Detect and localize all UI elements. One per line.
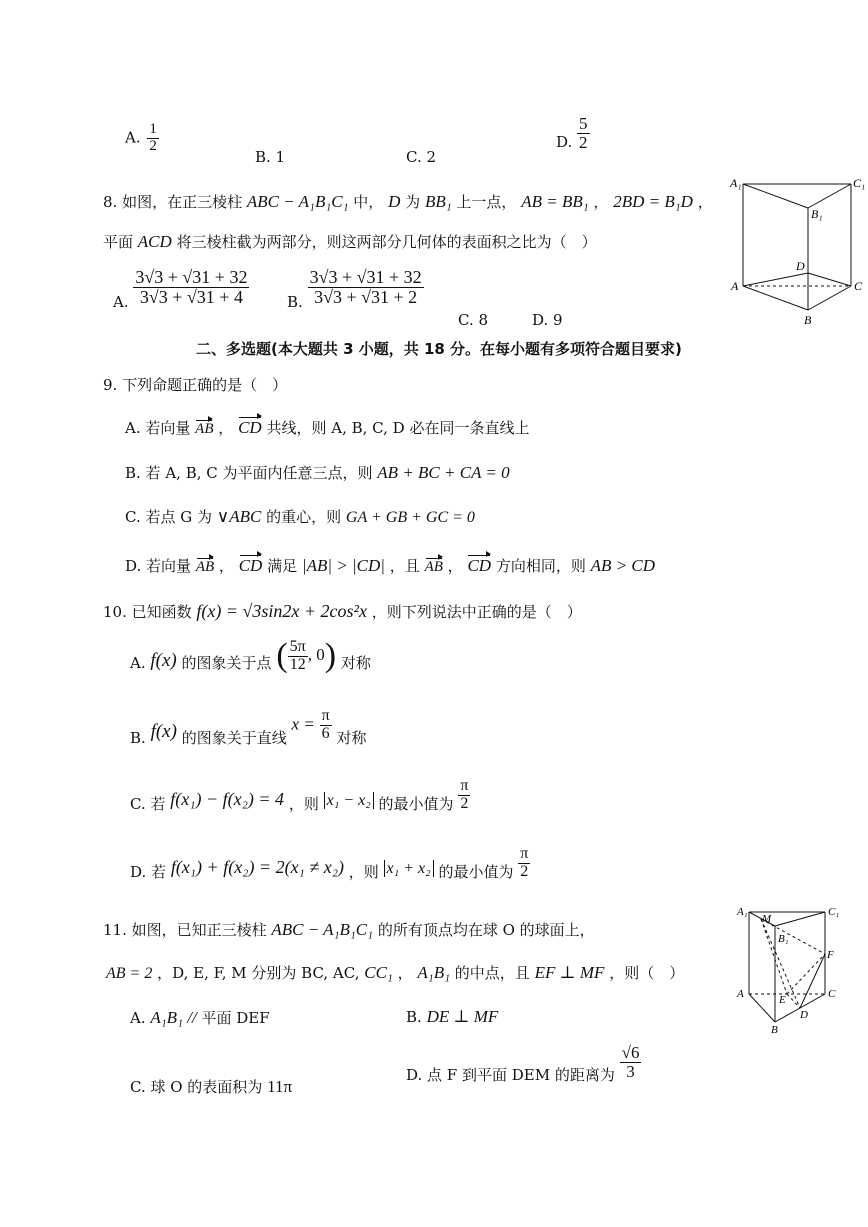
label-A: A (737, 988, 744, 1000)
q8-option-c: C. 8 (458, 311, 489, 329)
text: 平面 (103, 233, 134, 251)
denominator: 2 (460, 794, 469, 812)
fraction (577, 115, 590, 152)
text: 的重心，则 (266, 508, 342, 526)
text: 的中点，且 (454, 964, 530, 982)
math-expr: AB + BC + CA = 0 (377, 463, 510, 482)
text: ， (447, 557, 463, 575)
q10-option-a (130, 637, 371, 675)
fraction (320, 708, 332, 743)
label-C1: C₁ (828, 906, 840, 918)
label-F: F (827, 949, 834, 961)
numerator: 3√3 + √31 + 32 (309, 267, 422, 287)
text: 中， (353, 193, 384, 211)
numerator: √6 (621, 1043, 640, 1062)
option-label: B. (287, 293, 303, 312)
q11-stem-line2 (106, 962, 684, 983)
option-label: D. 点 F 到平面 DEM 的距离为 (406, 1066, 615, 1085)
math-abs: x₁ + x₂ (384, 860, 434, 877)
text: 共线，则 A, B, C, D 必在同一条直线上 (266, 419, 530, 437)
paren-right: ) (324, 637, 337, 674)
q7-option-a (125, 122, 159, 155)
numerator: π (520, 845, 529, 862)
math-expr: A₁B₁ // (150, 1008, 197, 1027)
q8-stem-line2 (103, 231, 597, 252)
text: 10. 已知函数 (103, 603, 192, 621)
label-A1: A₁ (730, 176, 742, 190)
denominator: 3 (626, 1061, 635, 1081)
math-edge: BB₁ (424, 192, 452, 211)
q10-stem (103, 601, 582, 622)
q9-option-a (125, 417, 529, 438)
option-label: C. 球 O 的表面积为 (130, 1078, 263, 1096)
math-tail: , 0 (307, 645, 325, 664)
option-label: B. (406, 1008, 422, 1026)
numerator: 5π (289, 637, 306, 655)
math-plane: ACD (137, 232, 172, 251)
numerator: 5 (579, 114, 588, 133)
q7-option-b: B. 1 (255, 148, 286, 166)
paren-left: ( (276, 637, 288, 674)
math-triangle: ∨ABC (216, 507, 262, 526)
text: 的最小值为 (438, 863, 514, 882)
math-cond: AB = 2 (106, 965, 153, 982)
vector: AB (424, 559, 443, 575)
q10-option-b (130, 707, 367, 748)
q7-option-c: C. 2 (406, 148, 437, 166)
text: 方向相同，则 (495, 557, 586, 575)
q8-option-d: D. 9 (532, 311, 563, 329)
fraction (518, 846, 530, 881)
option-label: A. (130, 1009, 146, 1027)
q9-option-c (125, 506, 475, 527)
text: 的图象关于点 (181, 654, 272, 672)
label-D: D (800, 1009, 808, 1021)
fraction (308, 268, 424, 307)
vector: CD (238, 418, 262, 437)
text: ，且 (389, 557, 420, 575)
denominator: 3√3 + √31 + 4 (139, 286, 243, 307)
math-edge: A₁B₁ (417, 963, 451, 982)
q9-option-b (125, 462, 510, 483)
q9-stem: 9. 下列命题正确的是（ ） (103, 376, 288, 394)
text: 上一点， (456, 193, 517, 211)
math-cond: 2BD = B₁D (613, 192, 693, 211)
text: A. 若向量 (125, 419, 191, 437)
math-prism: ABC − A₁B₁C₁ (246, 192, 349, 211)
q10-option-c (130, 778, 470, 813)
q8-option-a (113, 267, 249, 312)
denominator: 2 (520, 862, 529, 880)
text: ， (218, 419, 234, 437)
label-D: D (796, 259, 805, 273)
vector: CD (238, 556, 263, 575)
vector: CD (467, 556, 492, 575)
option-label: D. 若 (130, 863, 167, 882)
label-E: E (779, 994, 786, 1006)
text: ，则 (348, 863, 379, 882)
text: ，则（ ） (609, 964, 685, 982)
math-function: f(x) = √3sin2x + 2cos²x (196, 601, 367, 621)
text: 的最小值为 (378, 795, 454, 814)
vector: AB (195, 421, 214, 437)
q9-option-d (125, 555, 655, 576)
q11-option-c (130, 1076, 292, 1097)
text: 满足 (267, 557, 298, 575)
fraction (147, 122, 159, 155)
math-fx: f(x) (150, 721, 177, 743)
fraction (458, 778, 470, 813)
text: ， (397, 964, 413, 982)
label-C1: C₁ (853, 176, 866, 190)
math-var: x = (291, 714, 315, 734)
numerator: 1 (149, 121, 157, 137)
text: ， (697, 193, 713, 211)
text: 11. 如图，已知正三棱柱 (103, 921, 267, 939)
text: C. 若点 G 为 (125, 508, 212, 526)
text: 8. 如图，在正三棱柱 (103, 193, 243, 211)
q11-option-b (406, 1007, 498, 1027)
text: 为 (405, 193, 421, 211)
math-edge: CC₁ (364, 963, 393, 982)
text: D. 若向量 (125, 557, 192, 575)
option-label: B. (130, 729, 146, 748)
text: ， (218, 557, 234, 575)
q11-option-d (406, 1043, 641, 1085)
text: B. 若 A, B, C 为平面内任意三点，则 (125, 464, 373, 482)
text: 对称 (336, 729, 367, 748)
q11-prism-figure (733, 900, 863, 1035)
section-title: 二、多选题(本大题共 3 小题，共 18 分。在每小题有多项符合题目要求) (196, 340, 682, 358)
math-cond: |AB| > |CD| (301, 556, 385, 575)
math-cond: EF ⊥ MF (534, 963, 605, 982)
label-B: B (771, 1024, 778, 1035)
math-expr: GA + GB + GC = 0 (345, 509, 475, 526)
q10-option-d (130, 846, 530, 881)
label-B: B (804, 313, 812, 327)
numerator: π (460, 777, 469, 794)
math-expr: DE ⊥ MF (426, 1007, 499, 1026)
text: 的所有顶点均在球 O 的球面上， (377, 921, 595, 939)
math-cond: AB = BB₁ (521, 192, 589, 211)
math-point: D (388, 192, 401, 211)
label-M: M (762, 913, 772, 925)
q8-stem-line1 (103, 191, 713, 212)
math-expr: 11π (267, 1077, 293, 1096)
label-C: C (828, 988, 836, 1000)
text: 的图象关于直线 (181, 729, 287, 748)
label-A1: A₁ (737, 906, 748, 918)
q11-option-a (130, 1007, 270, 1028)
label-C: C (854, 279, 863, 293)
math-fx: f(x) (150, 650, 177, 671)
fraction (288, 639, 308, 674)
fraction (133, 268, 249, 307)
option-label: A. (113, 293, 129, 312)
text: 平面 DEF (201, 1009, 270, 1027)
text: ，则 (288, 795, 319, 814)
math-expr: AB > CD (590, 556, 656, 575)
text: ，则下列说法中正确的是（ ） (371, 603, 582, 621)
q8-option-b (287, 267, 424, 312)
text: 对称 (340, 654, 371, 672)
label-B1: B₁ (778, 933, 789, 945)
denominator: 6 (321, 724, 330, 742)
denominator: 12 (289, 655, 306, 673)
q8-prism-figure (728, 170, 868, 330)
option-label: A. (130, 654, 146, 672)
denominator: 2 (149, 137, 157, 154)
fraction (620, 1044, 642, 1081)
denominator: 3√3 + √31 + 2 (314, 286, 418, 307)
text: 将三棱柱截为两部分，则这两部分几何体的表面积之比为（ ） (176, 233, 597, 251)
numerator: π (321, 707, 330, 724)
numerator: 3√3 + √31 + 32 (135, 267, 248, 287)
math-expr: f(x₁) − f(x₂) = 4 (170, 789, 285, 810)
math-abs: x₁ − x₂ (324, 792, 374, 809)
text: ，D, E, F, M 分别为 BC, AC, (157, 964, 360, 982)
q11-stem-line1 (103, 919, 595, 940)
denominator: 2 (579, 132, 588, 152)
label-A: A (731, 279, 739, 293)
label-B1: B₁ (811, 207, 823, 221)
option-label: C. 若 (130, 795, 166, 814)
option-label: D. (556, 133, 573, 152)
option-label: A. (125, 128, 141, 147)
math-expr: f(x₁) + f(x₂) = 2(x₁ ≠ x₂) (170, 857, 344, 878)
math-prism: ABC − A₁B₁C₁ (271, 920, 374, 939)
q7-option-d (556, 115, 590, 152)
vector: AB (195, 559, 215, 575)
text: ， (593, 193, 609, 211)
